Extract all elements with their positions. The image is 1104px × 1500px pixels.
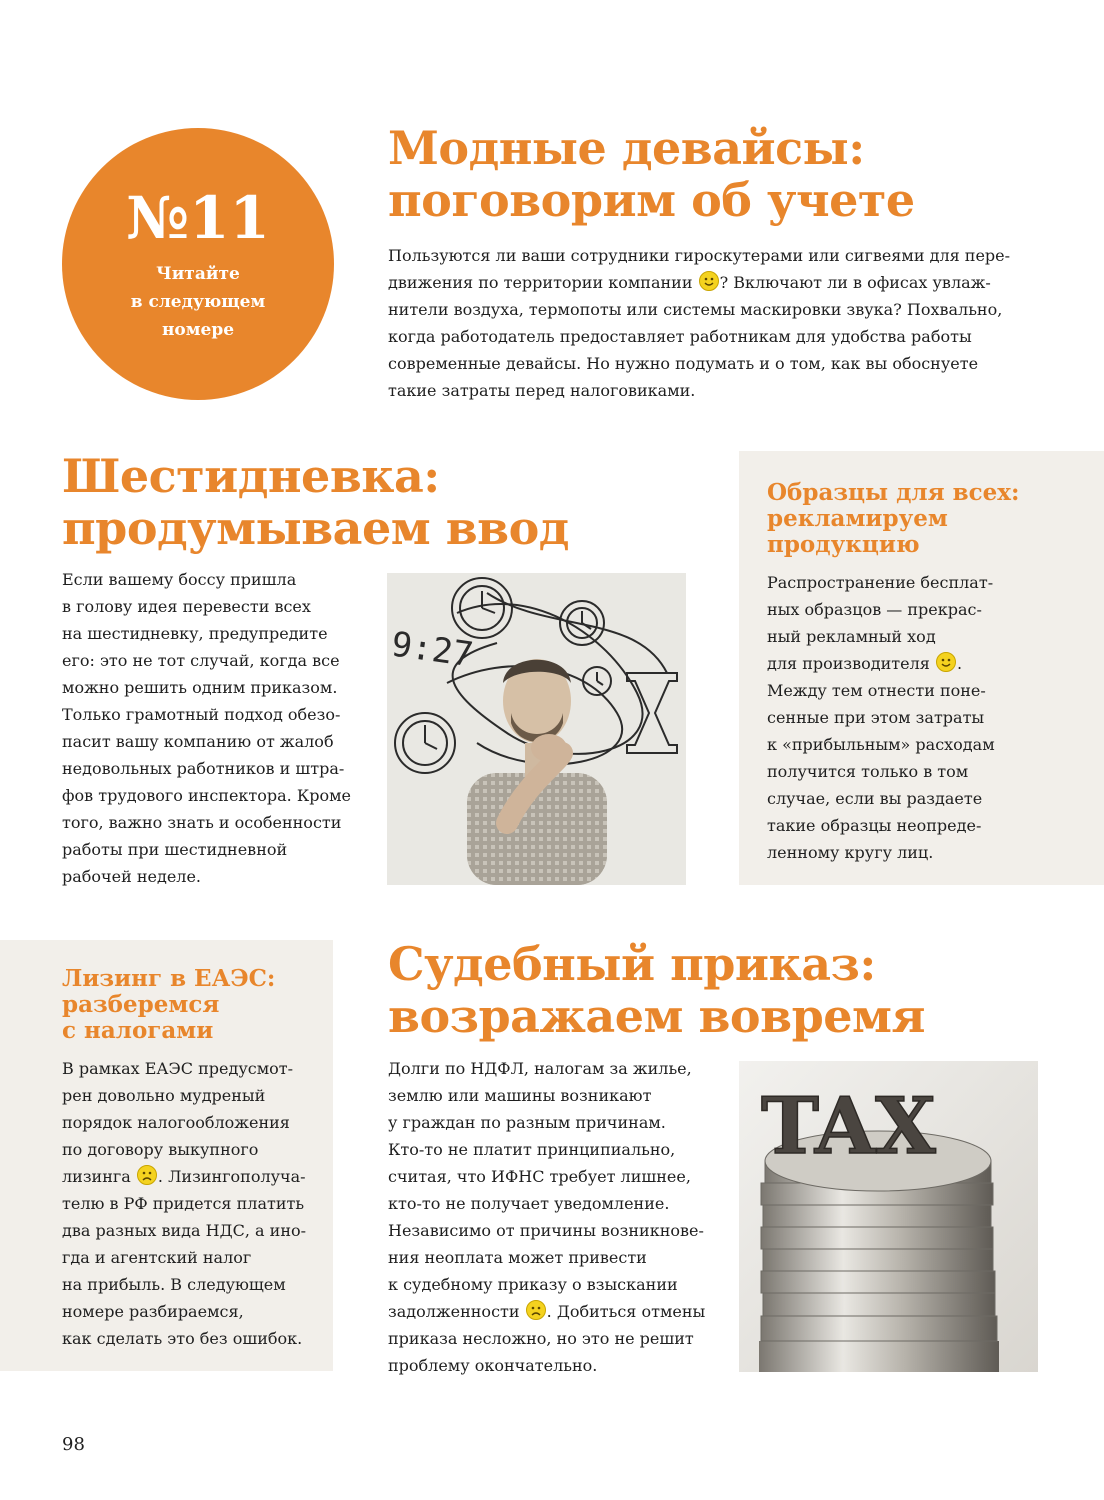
body-line: номере разбираемся,	[62, 1302, 244, 1321]
body-line: современные девайсы. Но нужно подумать и о том, как вы обоснуете	[388, 354, 979, 373]
svg-text:9:27: 9:27	[388, 624, 476, 676]
clocks-doodle-illustration	[387, 573, 686, 885]
body-line: Распространение бесплат-	[767, 573, 994, 592]
article-six-day-week	[62, 450, 722, 554]
body-line: в голову идея перевести всех	[62, 597, 311, 616]
issue-subtitle-line: в следующем	[130, 292, 266, 312]
sidebar-title	[62, 966, 327, 1044]
body-line	[388, 269, 1088, 296]
body-line: случае, если вы раздаете	[767, 789, 983, 808]
title-line: Судебный приказ:	[388, 937, 876, 991]
body-fragment: . Добиться отмены	[546, 1302, 706, 1321]
body-line: по договору выкупного	[62, 1140, 259, 1159]
body-line: к «прибыльным» расходам	[767, 735, 995, 754]
body-line: нители воздуха, термопоты или системы маскировки звука? Похвально,	[388, 300, 1003, 319]
title-line: Образцы для всех:	[767, 479, 1020, 506]
article-body	[62, 566, 372, 890]
tax-coins-photo	[739, 1061, 1038, 1372]
body-fragment: движения по территории компании	[388, 273, 693, 292]
body-line: В рамках ЕАЭС предусмот-	[62, 1059, 294, 1078]
coin-stack-illustration	[739, 1061, 1038, 1372]
body-line: землю или машины возникают	[388, 1086, 652, 1105]
sad-icon	[137, 1165, 157, 1185]
title-line: Модные девайсы:	[388, 121, 865, 175]
issue-subtitle	[62, 260, 334, 344]
title-line: поговорим об учете	[388, 173, 915, 227]
body-line: его: это не тот случай, когда все	[62, 651, 340, 670]
body-line: кто-то не получает уведомление.	[388, 1194, 670, 1213]
body-line: у граждан по разным причинам.	[388, 1113, 666, 1132]
body-line: на прибыль. В следующем	[62, 1275, 286, 1294]
body-line: когда работодатель предоставляет работникам для удобства работы	[388, 327, 972, 346]
body-line: Между тем отнести поне-	[767, 681, 986, 700]
body-line: два разных вида НДС, а ино-	[62, 1221, 307, 1240]
body-line: телю в РФ придется платить	[62, 1194, 305, 1213]
smile-icon	[699, 271, 719, 291]
body-line: недовольных работников и штра-	[62, 759, 345, 778]
body-line: ленному кругу лиц.	[767, 843, 934, 862]
title-line: Лизинг в ЕАЭС:	[62, 965, 276, 992]
issue-badge	[62, 128, 334, 400]
article-gadgets	[388, 122, 1088, 226]
thinking-man-photo	[387, 573, 686, 885]
article-court-order	[388, 938, 1098, 1042]
sidebar-samples-body	[767, 569, 1097, 866]
body-line: Только грамотный подход обезо-	[62, 705, 341, 724]
body-fragment: ? Включают ли в офисах увлаж-	[719, 273, 991, 292]
body-line: фов трудового инспектора. Кроме	[62, 786, 352, 805]
body-line: к судебному приказу о взыскании	[388, 1275, 678, 1294]
title-line: продукцию	[767, 531, 920, 558]
article-body	[388, 242, 1088, 404]
body-line: порядок налогообложения	[62, 1113, 290, 1132]
article-title	[62, 450, 722, 554]
body-line: на шестидневку, предупредите	[62, 624, 328, 643]
sidebar-leasing-title	[62, 966, 327, 1044]
article-title	[388, 122, 1088, 226]
body-line	[388, 1298, 728, 1325]
body-line: для производителя .	[767, 654, 963, 673]
issue-number: №11	[126, 184, 270, 252]
sidebar-samples-title	[767, 480, 1097, 558]
tax-photo-text: TAX	[761, 1081, 936, 1172]
title-line: продумываем ввод	[62, 501, 569, 555]
title-line: рекламируем	[767, 505, 948, 532]
sidebar-title	[767, 480, 1097, 558]
body-line: приказа несложно, но это не решит	[388, 1329, 694, 1348]
article-body	[388, 1055, 728, 1379]
body-line: ных образцов — прекрас-	[767, 600, 982, 619]
body-line: такие затраты перед налоговиками.	[388, 381, 696, 400]
body-line: ный рекламный ход	[767, 627, 936, 646]
title-line: с налогами	[62, 1017, 214, 1044]
body-line	[62, 1163, 327, 1190]
body-line: рен довольно мудреный	[62, 1086, 266, 1105]
body-line: Долги по НДФЛ, налогам за жилье,	[388, 1059, 692, 1078]
issue-subtitle-line: номере	[161, 320, 235, 340]
body-line: такие образцы неопреде-	[767, 816, 982, 835]
page-number: 98	[62, 1434, 85, 1455]
body-line: сенные при этом затраты	[767, 708, 985, 727]
body-fragment: лизинга	[62, 1167, 131, 1186]
smile-icon	[936, 652, 956, 672]
issue-subtitle-line: Читайте	[156, 264, 240, 284]
body-line: пасит вашу компанию от жалоб	[62, 732, 334, 751]
body-line: Если вашему боссу пришла	[62, 570, 297, 589]
body-line: получится только в том	[767, 762, 969, 781]
body-line: Кто-то не платит принципиально,	[388, 1140, 676, 1159]
body-line: как сделать это без ошибок.	[62, 1329, 303, 1348]
body-fragment: . Лизингополуча-	[157, 1167, 306, 1186]
body-line: считая, что ИФНС требует лишнее,	[388, 1167, 691, 1186]
body-fragment: задолженности	[388, 1302, 520, 1321]
article-title	[388, 938, 1098, 1042]
sidebar-leasing-body	[62, 1055, 327, 1352]
body-line: проблему окончательно.	[388, 1356, 598, 1375]
body-line: Независимо от причины возникнове-	[388, 1221, 704, 1240]
body-line: рабочей неделе.	[62, 867, 202, 886]
body-line: того, важно знать и особенности	[62, 813, 342, 832]
body-line: ния неоплата может привести	[388, 1248, 647, 1267]
sad-icon	[526, 1300, 546, 1320]
body-line: работы при шестидневной	[62, 840, 288, 859]
title-line: возражаем вовремя	[388, 989, 925, 1043]
title-line: Шестидневка:	[62, 449, 440, 503]
body-line: Пользуются ли ваши сотрудники гироскутерами или сигвеями для пере-	[388, 246, 1011, 265]
body-line: можно решить одним приказом.	[62, 678, 338, 697]
title-line: разберемся	[62, 991, 220, 1018]
body-fragment: для производителя	[767, 654, 930, 673]
body-line: гда и агентский налог	[62, 1248, 252, 1267]
